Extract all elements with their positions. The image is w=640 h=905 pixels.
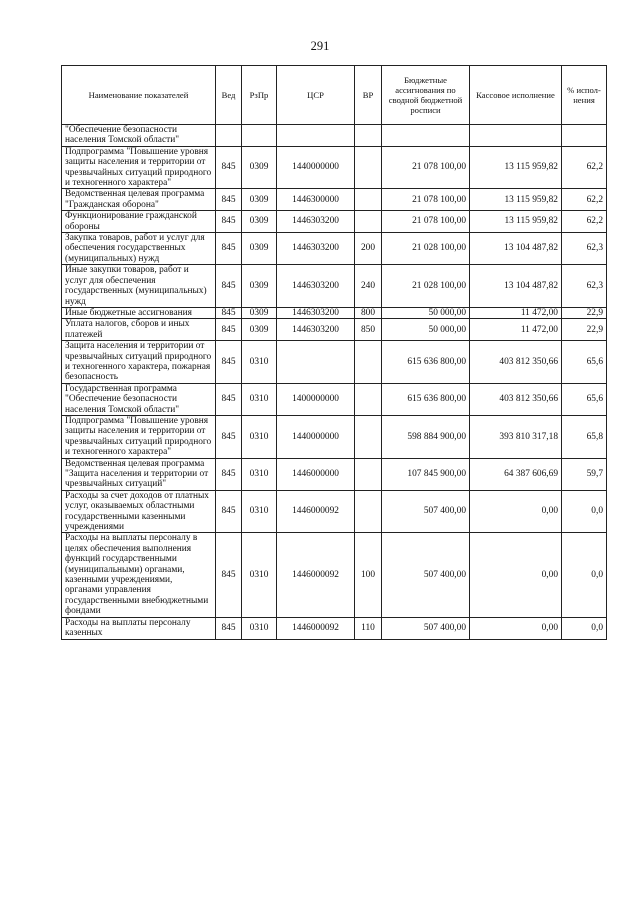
cell-csr: 1440000000 — [277, 146, 355, 189]
cell-pct: 0,0 — [562, 533, 607, 617]
cell-budget: 50 000,00 — [382, 307, 470, 318]
header-ved: Вед — [216, 66, 242, 125]
cell-ved: 845 — [216, 341, 242, 384]
cell-csr: 1446000092 — [277, 617, 355, 639]
cell-ved: 845 — [216, 617, 242, 639]
cell-name: Расходы на выплаты персоналу казенных — [62, 617, 216, 639]
table-row — [62, 189, 607, 211]
page-number: 291 — [310, 39, 330, 53]
cell-cash: 0,00 — [470, 617, 562, 639]
cell-ved: 845 — [216, 319, 242, 341]
cell-cash: 0,00 — [470, 533, 562, 617]
cell-pct: 22,9 — [562, 319, 607, 341]
cell-budget: 21 078 100,00 — [382, 146, 470, 189]
header-vr: ВР — [355, 66, 382, 125]
cell-csr: 1446300000 — [277, 189, 355, 211]
table-row — [62, 458, 607, 490]
cell-name: Государственная программа "Обеспечение безопасности населения Томской области" — [62, 383, 216, 415]
header-pct: % испол-нения — [562, 66, 607, 125]
cell-rzpr: 0310 — [242, 533, 277, 617]
cell-vr — [355, 211, 382, 233]
cell-budget: 21 028 100,00 — [382, 233, 470, 265]
cell-rzpr: 0309 — [242, 211, 277, 233]
cell-name: Расходы на выплаты персоналу в целях обеспечения выполнения функций государственными (муниципальными) органами, казенными учреждениями, органами управления государственными внебюджетными фондами — [62, 533, 216, 617]
cell-pct: 62,2 — [562, 189, 607, 211]
cell-csr: 1400000000 — [277, 383, 355, 415]
cell-ved: 845 — [216, 415, 242, 458]
cell-budget: 507 400,00 — [382, 490, 470, 533]
cell-vr — [355, 458, 382, 490]
cell-pct: 59,7 — [562, 458, 607, 490]
cell-csr: 1446303200 — [277, 265, 355, 308]
header-csr: ЦСР — [277, 66, 355, 125]
cell-pct: 65,8 — [562, 415, 607, 458]
cell-budget: 615 636 800,00 — [382, 341, 470, 384]
header-budget: Бюджетные ассигнования по сводной бюджетной росписи — [382, 66, 470, 125]
cell-vr: 850 — [355, 319, 382, 341]
table-row — [62, 265, 607, 308]
cell-rzpr: 0310 — [242, 490, 277, 533]
cell-cash: 393 810 317,18 — [470, 415, 562, 458]
cell-name: Иные бюджетные ассигнования — [62, 307, 216, 318]
cell-vr: 100 — [355, 533, 382, 617]
cell-rzpr: 0310 — [242, 383, 277, 415]
cell-budget: 615 636 800,00 — [382, 383, 470, 415]
cell-rzpr: 0310 — [242, 617, 277, 639]
cell-rzpr: 0309 — [242, 189, 277, 211]
table-row — [62, 341, 607, 384]
cell-ved: 845 — [216, 307, 242, 318]
cell-name: Ведомственная целевая программа "Защита населения и территории от чрезвычайных ситуаций" — [62, 458, 216, 490]
cell-pct: 65,6 — [562, 383, 607, 415]
cell-budget — [382, 125, 470, 147]
cell-rzpr: 0309 — [242, 265, 277, 308]
cell-vr — [355, 383, 382, 415]
cell-budget: 21 078 100,00 — [382, 211, 470, 233]
table-row — [62, 146, 607, 189]
cell-ved: 845 — [216, 458, 242, 490]
cell-ved — [216, 125, 242, 147]
header-name: Наименование показателей — [62, 66, 216, 125]
cell-csr — [277, 341, 355, 384]
table-row — [62, 383, 607, 415]
cell-csr — [277, 125, 355, 147]
cell-ved: 845 — [216, 211, 242, 233]
cell-rzpr: 0309 — [242, 233, 277, 265]
cell-ved: 845 — [216, 189, 242, 211]
cell-csr: 1446000000 — [277, 458, 355, 490]
cell-budget: 107 845 900,00 — [382, 458, 470, 490]
cell-vr: 110 — [355, 617, 382, 639]
cell-csr: 1446000092 — [277, 533, 355, 617]
cell-budget: 507 400,00 — [382, 617, 470, 639]
cell-csr: 1446303200 — [277, 211, 355, 233]
budget-execution-table — [61, 65, 607, 640]
cell-csr: 1446303200 — [277, 307, 355, 318]
cell-cash: 13 104 487,82 — [470, 265, 562, 308]
cell-csr: 1446000092 — [277, 490, 355, 533]
cell-ved: 845 — [216, 383, 242, 415]
cell-name: Уплата налогов, сборов и иных платежей — [62, 319, 216, 341]
cell-name: Подпрограмма "Повышение уровня защиты населения и территории от чрезвычайных ситуаций природного и техногенного характера" — [62, 415, 216, 458]
table-row — [62, 125, 607, 147]
cell-pct: 0,0 — [562, 617, 607, 639]
table-row — [62, 307, 607, 318]
cell-rzpr: 0310 — [242, 458, 277, 490]
cell-csr: 1446303200 — [277, 233, 355, 265]
cell-pct: 65,6 — [562, 341, 607, 384]
cell-pct: 22,9 — [562, 307, 607, 318]
cell-vr: 800 — [355, 307, 382, 318]
cell-rzpr — [242, 125, 277, 147]
cell-cash: 13 115 959,82 — [470, 146, 562, 189]
cell-cash: 11 472,00 — [470, 307, 562, 318]
cell-budget: 50 000,00 — [382, 319, 470, 341]
cell-name: Иные закупки товаров, работ и услуг для обеспечения государственных (муниципальных) нужд — [62, 265, 216, 308]
cell-rzpr: 0310 — [242, 415, 277, 458]
cell-ved: 845 — [216, 233, 242, 265]
cell-csr: 1440000000 — [277, 415, 355, 458]
cell-rzpr: 0309 — [242, 319, 277, 341]
cell-budget: 598 884 900,00 — [382, 415, 470, 458]
cell-cash: 0,00 — [470, 490, 562, 533]
cell-pct: 0,0 — [562, 490, 607, 533]
cell-vr: 240 — [355, 265, 382, 308]
cell-cash: 13 115 959,82 — [470, 211, 562, 233]
cell-name: Защита населения и территории от чрезвычайных ситуаций природного и техногенного характера, пожарная безопасность — [62, 341, 216, 384]
cell-name: Функционирование гражданской обороны — [62, 211, 216, 233]
cell-ved: 845 — [216, 146, 242, 189]
cell-pct — [562, 125, 607, 147]
cell-cash: 403 812 350,66 — [470, 383, 562, 415]
cell-budget: 507 400,00 — [382, 533, 470, 617]
cell-vr — [355, 415, 382, 458]
cell-name: "Обеспечение безопасности населения Томской области" — [62, 125, 216, 147]
cell-cash — [470, 125, 562, 147]
cell-rzpr: 0309 — [242, 146, 277, 189]
cell-pct: 62,2 — [562, 211, 607, 233]
cell-ved: 845 — [216, 490, 242, 533]
cell-vr — [355, 341, 382, 384]
cell-name: Закупка товаров, работ и услуг для обеспечения государственных (муниципальных) нужд — [62, 233, 216, 265]
cell-vr: 200 — [355, 233, 382, 265]
cell-pct: 62,3 — [562, 233, 607, 265]
table-row — [62, 617, 607, 639]
table-header-row — [62, 66, 607, 125]
cell-name: Подпрограмма "Повышение уровня защиты населения и территории от чрезвычайных ситуаций природного и техногенного характера" — [62, 146, 216, 189]
cell-vr — [355, 189, 382, 211]
cell-cash: 13 115 959,82 — [470, 189, 562, 211]
cell-pct: 62,2 — [562, 146, 607, 189]
cell-ved: 845 — [216, 533, 242, 617]
cell-cash: 64 387 606,69 — [470, 458, 562, 490]
cell-cash: 403 812 350,66 — [470, 341, 562, 384]
table-row — [62, 490, 607, 533]
cell-rzpr: 0309 — [242, 307, 277, 318]
table-row — [62, 233, 607, 265]
header-rzpr: РзПр — [242, 66, 277, 125]
cell-rzpr: 0310 — [242, 341, 277, 384]
cell-budget: 21 028 100,00 — [382, 265, 470, 308]
cell-cash: 13 104 487,82 — [470, 233, 562, 265]
cell-budget: 21 078 100,00 — [382, 189, 470, 211]
cell-name: Ведомственная целевая программа "Гражданская оборона" — [62, 189, 216, 211]
cell-vr — [355, 125, 382, 147]
cell-cash: 11 472,00 — [470, 319, 562, 341]
cell-ved: 845 — [216, 265, 242, 308]
table-row — [62, 319, 607, 341]
cell-csr: 1446303200 — [277, 319, 355, 341]
cell-vr — [355, 146, 382, 189]
table-row — [62, 211, 607, 233]
table-row — [62, 415, 607, 458]
header-cash: Кассовое исполнение — [470, 66, 562, 125]
cell-pct: 62,3 — [562, 265, 607, 308]
table-row — [62, 533, 607, 617]
cell-name: Расходы за счет доходов от платных услуг, оказываемых областными государственными казенными учреждениями — [62, 490, 216, 533]
cell-vr — [355, 490, 382, 533]
